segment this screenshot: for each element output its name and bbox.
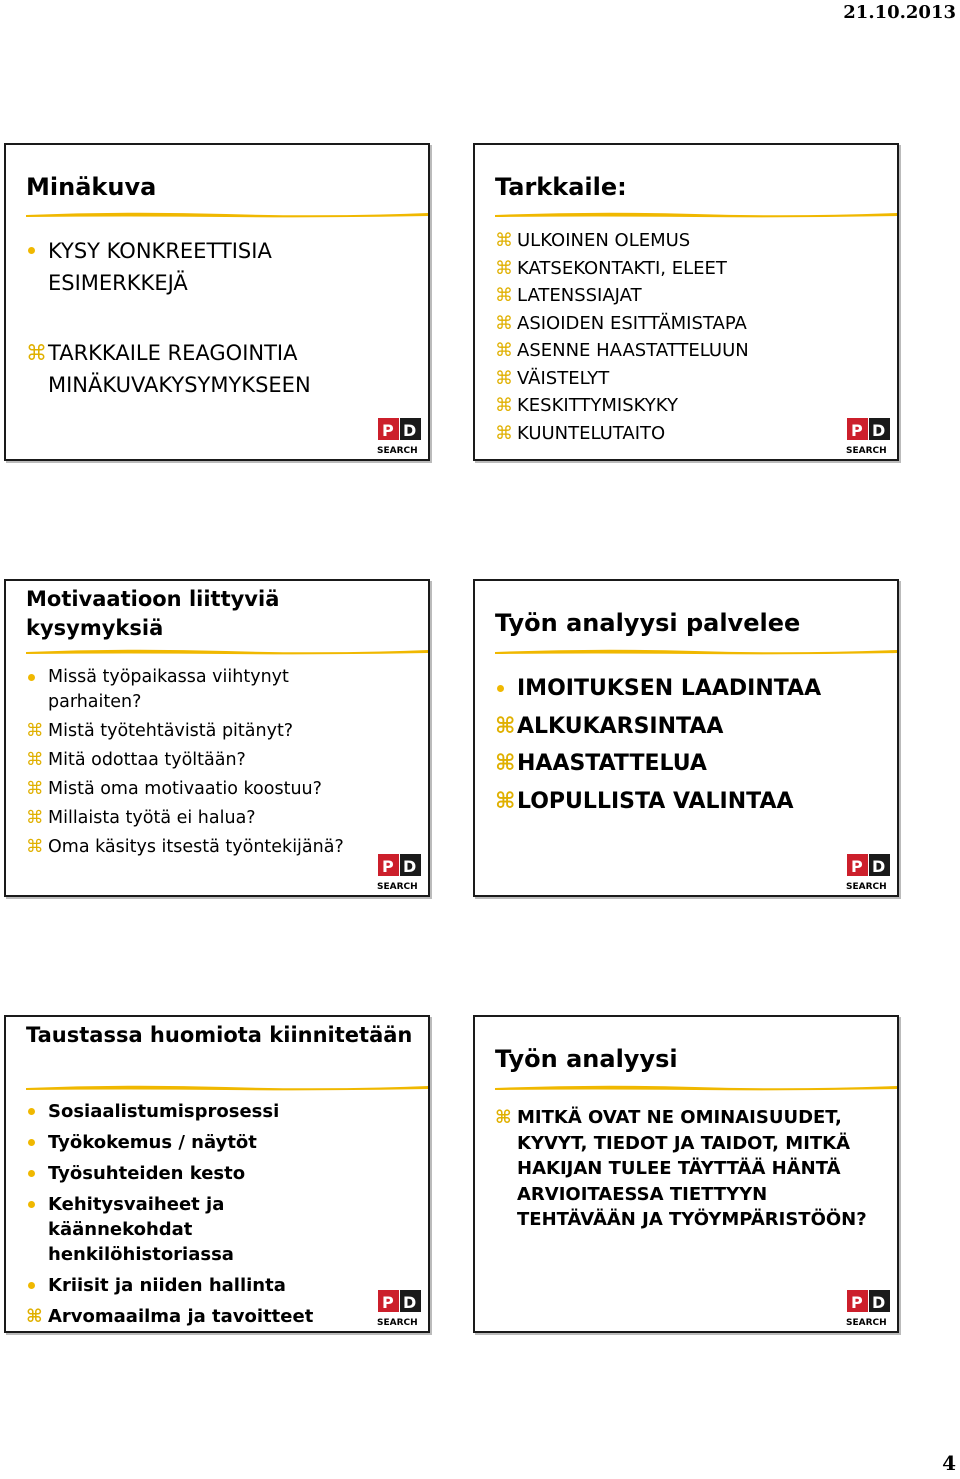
list-item: ⌘ TARKKAILE REAGOINTIA MINÄKUVAKYSYMYKSEEN — [26, 337, 414, 401]
list-item: ⌘ Mitä odottaa työltään? — [26, 748, 348, 773]
command-bullet-icon: ⌘ — [495, 285, 513, 306]
list-item: ⌘ KUUNTELUTAITO — [495, 420, 883, 448]
list-item: Työkokemus / näytöt — [26, 1130, 348, 1155]
pd-search-logo — [845, 852, 893, 892]
slide-title: Tarkkaile: — [495, 173, 627, 201]
title-underline — [26, 1083, 428, 1091]
list-item: Työsuhteiden kesto — [26, 1161, 348, 1186]
command-bullet-icon: ⌘ — [26, 750, 44, 770]
command-bullet-icon: ⌘ — [495, 751, 516, 776]
list-item: ⌘ LOPULLISTA VALINTAA — [495, 783, 883, 821]
command-bullet-icon: ⌘ — [495, 1107, 512, 1128]
svg-text:SEARCH: SEARCH — [377, 446, 418, 456]
command-bullet-icon: ⌘ — [26, 779, 44, 799]
svg-text:P: P — [851, 1293, 863, 1312]
svg-text:SEARCH: SEARCH — [846, 882, 887, 892]
slide-tyon-analyysi — [473, 1015, 899, 1333]
command-bullet-icon: ⌘ — [495, 788, 516, 814]
title-underline — [495, 1083, 897, 1091]
list-item: Kehitysvaiheet ja käännekohdat henkilöhistoriassa — [26, 1192, 348, 1267]
date-header: 21.10.2013 — [843, 2, 956, 23]
list-item: ⌘ ALKUKARSINTAA — [495, 708, 883, 746]
svg-text:P: P — [851, 421, 863, 440]
command-bullet-icon: ⌘ — [26, 837, 44, 857]
list-item: ⌘ KESKITTYMISKYKY — [495, 392, 883, 420]
svg-text:SEARCH: SEARCH — [377, 1318, 418, 1328]
svg-text:SEARCH: SEARCH — [846, 446, 887, 456]
slide-title: Työn analyysi palvelee — [495, 609, 801, 637]
title-underline — [495, 647, 897, 655]
command-bullet-icon: ⌘ — [495, 713, 516, 739]
list-item: IMOITUKSEN LAADINTAA — [495, 670, 883, 708]
slide-taustassa — [4, 1015, 430, 1333]
slide-minakuva — [4, 143, 430, 461]
svg-text:SEARCH: SEARCH — [377, 882, 418, 892]
title-underline — [495, 210, 897, 218]
svg-text:D: D — [872, 857, 886, 876]
list-item: ⌘ VÄISTELYT — [495, 365, 883, 393]
svg-text:D: D — [872, 1293, 886, 1312]
list-item: ⌘ Arvomaailma ja tavoitteet — [26, 1306, 314, 1327]
svg-text:D: D — [403, 857, 417, 876]
command-bullet-icon: ⌘ — [26, 1306, 43, 1327]
list-item: Missä työpaikassa viihtynyt parhaiten? — [26, 665, 348, 715]
command-bullet-icon: ⌘ — [495, 312, 513, 334]
slide-title: Taustassa huomiota kiinnitetään — [26, 1023, 413, 1047]
page-number: 4 — [942, 1451, 956, 1475]
pd-search-logo — [845, 416, 893, 456]
list-item: ⌘ Millaista työtä ei halua? — [26, 806, 348, 831]
list-item: ⌘ Mistä työtehtävistä pitänyt? — [26, 719, 348, 744]
svg-text:D: D — [403, 1293, 417, 1312]
svg-text:SEARCH: SEARCH — [846, 1318, 887, 1328]
list-item: ⌘ MITKÄ OVAT NE OMINAISUUDET, KYVYT, TIEDOT JA TAIDOT, MITKÄ HAKIJAN TULEE TÄYTTÄÄ HÄNTÄ ARVIOITAESSA TIETTYYN TEHTÄVÄÄN JA TYÖYMPÄRISTÖÖN? — [495, 1107, 867, 1230]
command-bullet-icon: ⌘ — [495, 395, 513, 416]
command-bullet-icon: ⌘ — [26, 721, 44, 741]
list-item: ⌘ Mistä oma motivaatio koostuu? — [26, 777, 348, 802]
svg-text:D: D — [403, 421, 417, 440]
pd-search-logo — [376, 1288, 424, 1328]
command-bullet-icon: ⌘ — [495, 257, 513, 279]
list-item: ⌘ Oma käsitys itsestä työntekijänä? — [26, 835, 348, 860]
list-item: ⌘ KATSEKONTAKTI, ELEET — [495, 255, 883, 283]
title-underline — [26, 647, 428, 655]
list-item: ⌘ ASIOIDEN ESITTÄMISTAPA — [495, 310, 883, 338]
list-item: Kriisit ja niiden hallinta — [26, 1273, 348, 1298]
list-item: ⌘ HAASTATTELUA — [495, 745, 883, 783]
list-item: ⌘ ULKOINEN OLEMUS — [495, 227, 883, 255]
slide-title: Motivaatioon liittyviä kysymyksiä — [26, 587, 280, 640]
slide-title: Minäkuva — [26, 173, 157, 201]
command-bullet-icon: ⌘ — [495, 367, 513, 389]
svg-text:P: P — [382, 421, 394, 440]
list-item: ⌘ ASENNE HAASTATTELUUN — [495, 337, 883, 365]
svg-text:D: D — [872, 421, 886, 440]
command-bullet-icon: ⌘ — [495, 230, 513, 251]
slide-title: Työn analyysi — [495, 1045, 678, 1073]
command-bullet-icon: ⌘ — [495, 422, 513, 444]
svg-text:P: P — [382, 857, 394, 876]
svg-text:P: P — [382, 1293, 394, 1312]
command-bullet-icon: ⌘ — [26, 808, 44, 828]
slide-motivaatio — [4, 579, 430, 897]
list-item: Sosiaalistumisprosessi — [26, 1099, 348, 1124]
pd-search-logo — [845, 1288, 893, 1328]
slide-tyon-analyysi-palvelee — [473, 579, 899, 897]
list-item: KYSY KONKREETTISIA ESIMERKKEJÄ — [26, 235, 414, 299]
pd-search-logo — [376, 852, 424, 892]
command-bullet-icon: ⌘ — [26, 341, 47, 365]
list-item: ⌘ LATENSSIAJAT — [495, 282, 883, 310]
title-underline — [26, 210, 428, 218]
svg-text:P: P — [851, 857, 863, 876]
command-bullet-icon: ⌘ — [495, 340, 513, 361]
slide-tarkkaile — [473, 143, 899, 461]
pd-search-logo — [376, 416, 424, 456]
